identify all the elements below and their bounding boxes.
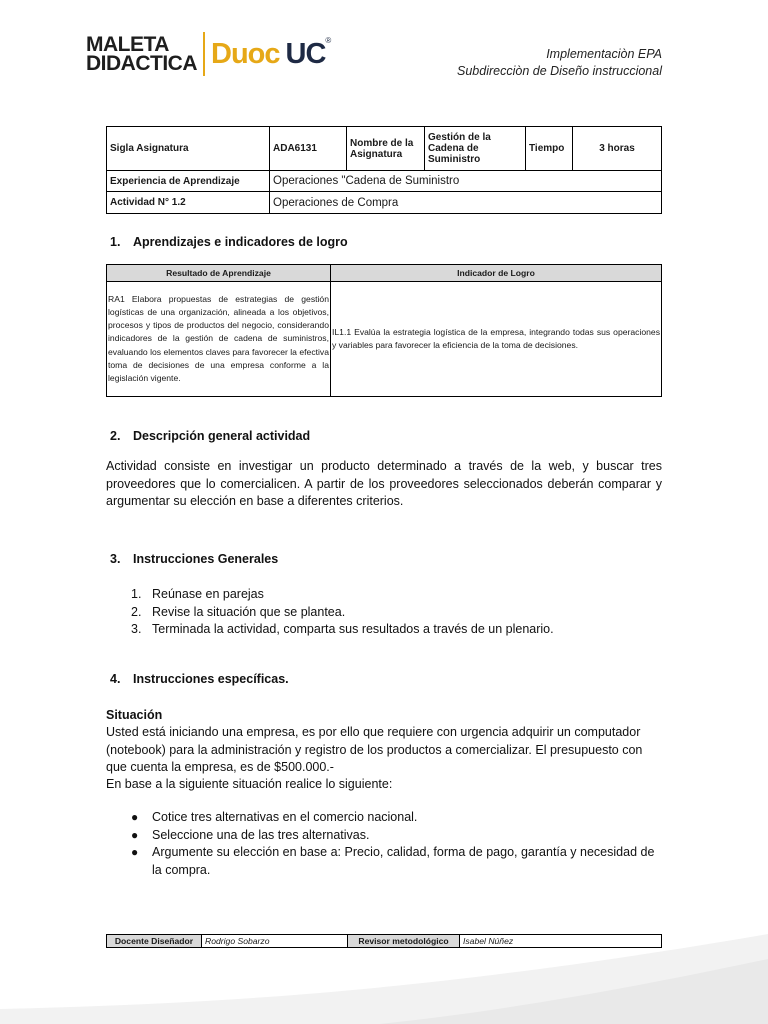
experiencia-label: Experiencia de Aprendizaje	[107, 171, 270, 192]
list-item-number: 2.	[131, 604, 142, 619]
list-item-number: 1.	[131, 587, 142, 601]
section1-number: 1.	[110, 235, 121, 249]
list-item-text: Terminada la actividad, comparta sus resultados a través de un plenario.	[152, 622, 554, 636]
section1-title: Aprendizajes e indicadores de logro	[133, 235, 348, 249]
section3-number: 3.	[110, 552, 121, 566]
tiempo-value: 3 horas	[573, 127, 662, 171]
logo-registered-mark: ®	[325, 36, 332, 45]
bullet-icon: ●	[131, 827, 139, 842]
maleta-duocuc-logo	[86, 30, 331, 78]
sigla-label: Sigla Asignatura	[107, 127, 270, 171]
specific-instructions-list	[131, 809, 661, 879]
situacion-follow: En base a la siguiente situación realice lo siguiente:	[106, 777, 393, 791]
col-indicador-header: Indicador de Logro	[331, 265, 662, 282]
logo-divider	[203, 32, 205, 76]
logo-text-uc: UC	[285, 37, 326, 70]
actividad-label: Actividad N° 1.2	[107, 192, 270, 214]
section4-heading	[110, 672, 289, 686]
docente-value: Rodrigo Sobarzo	[202, 935, 348, 948]
section2-heading	[110, 429, 310, 443]
tiempo-label: Tiempo	[526, 127, 573, 171]
situacion-text: Usted está iniciando una empresa, es por ello que requiere con urgencia adquirir un computador (notebook) para la administración y registro de los productos a comercializar. El presupuesto con que cuenta la empresa, es de $500.000.-	[106, 725, 643, 774]
list-item	[131, 621, 554, 639]
section4-number: 4.	[110, 672, 121, 686]
revisor-label: Revisor metodológico	[348, 935, 460, 948]
bullet-item	[131, 809, 661, 827]
list-item-text: Reúnase en parejas	[152, 587, 264, 601]
sigla-value: ADA6131	[270, 127, 347, 171]
section1-heading	[110, 235, 348, 249]
logo-maleta-didactica	[86, 35, 197, 73]
signature-table	[106, 934, 662, 948]
course-info-table	[106, 126, 662, 214]
header-subtitle-line2: Subdirecciòn de Diseño instruccional	[457, 64, 662, 78]
decorative-wave	[0, 914, 768, 1024]
list-item	[131, 604, 554, 622]
bullet-icon: ●	[131, 845, 139, 859]
bullet-item	[131, 827, 661, 845]
experiencia-value: Operaciones "Cadena de Suministro	[270, 171, 662, 192]
resultado-cell: RA1 Elabora propuestas de estrategias de gestión logísticas de una organización, alineada a los objetivos, procesos y tipos de productos del negocio, considerando indicadores de la gestión de cadena de suministros, evaluando los elementos claves para favorecer la efectiva toma de decisiones de una empresa conforme a la legislación vigente.	[107, 282, 331, 397]
general-instructions-list	[131, 586, 554, 639]
section2-number: 2.	[110, 429, 121, 443]
logo-text-didactica: DIDACTICA	[86, 52, 197, 75]
bullet-text: Seleccione una de las tres alternativas.	[152, 827, 370, 842]
list-item	[131, 586, 554, 604]
indicador-cell: IL1.1 Evalúa la estrategia logística de la empresa, integrando todas sus operaciones y variables para favorecer la eficiencia de la toma de decisiones.	[331, 282, 662, 397]
situacion-title: Situación	[106, 708, 163, 722]
section2-title: Descripción general actividad	[133, 429, 311, 443]
learning-outcomes-table	[106, 264, 662, 397]
logo-text-duoc: Duoc	[211, 37, 280, 70]
bullet-text: Argumente su elección en base a: Precio, calidad, forma de pago, garantía y necesidad de la compra.	[152, 845, 655, 877]
header-subtitle-line1: Implementaciòn EPA	[546, 47, 662, 61]
bullet-text: Cotice tres alternativas en el comercio nacional.	[152, 810, 418, 824]
bullet-icon: ●	[131, 810, 139, 824]
list-item-number: 3.	[131, 622, 142, 636]
section4-title: Instrucciones específicas.	[133, 672, 289, 686]
bullet-item	[131, 844, 661, 879]
docente-label: Docente Diseñador	[107, 935, 202, 948]
header-subtitle	[457, 46, 662, 80]
list-item-text: Revise la situación que se plantea.	[152, 604, 346, 619]
nombre-value: Gestión de la Cadena de Suministro	[425, 127, 526, 171]
actividad-value: Operaciones de Compra	[270, 192, 662, 214]
section3-heading	[110, 552, 278, 566]
logo-text-maleta: MALETA	[86, 33, 169, 56]
nombre-label: Nombre de la Asignatura	[347, 127, 425, 171]
col-resultado-header: Resultado de Aprendizaje	[107, 265, 331, 282]
section3-title: Instrucciones Generales	[133, 552, 279, 566]
revisor-value: Isabel Núñez	[460, 935, 662, 948]
section2-description: Actividad consiste en investigar un producto determinado a través de la web, y buscar tres proveedores que lo comercialicen. A partir de los proveedores seleccionados deberán comparar y argumentar su elección en base a diferentes criterios.	[106, 459, 662, 508]
